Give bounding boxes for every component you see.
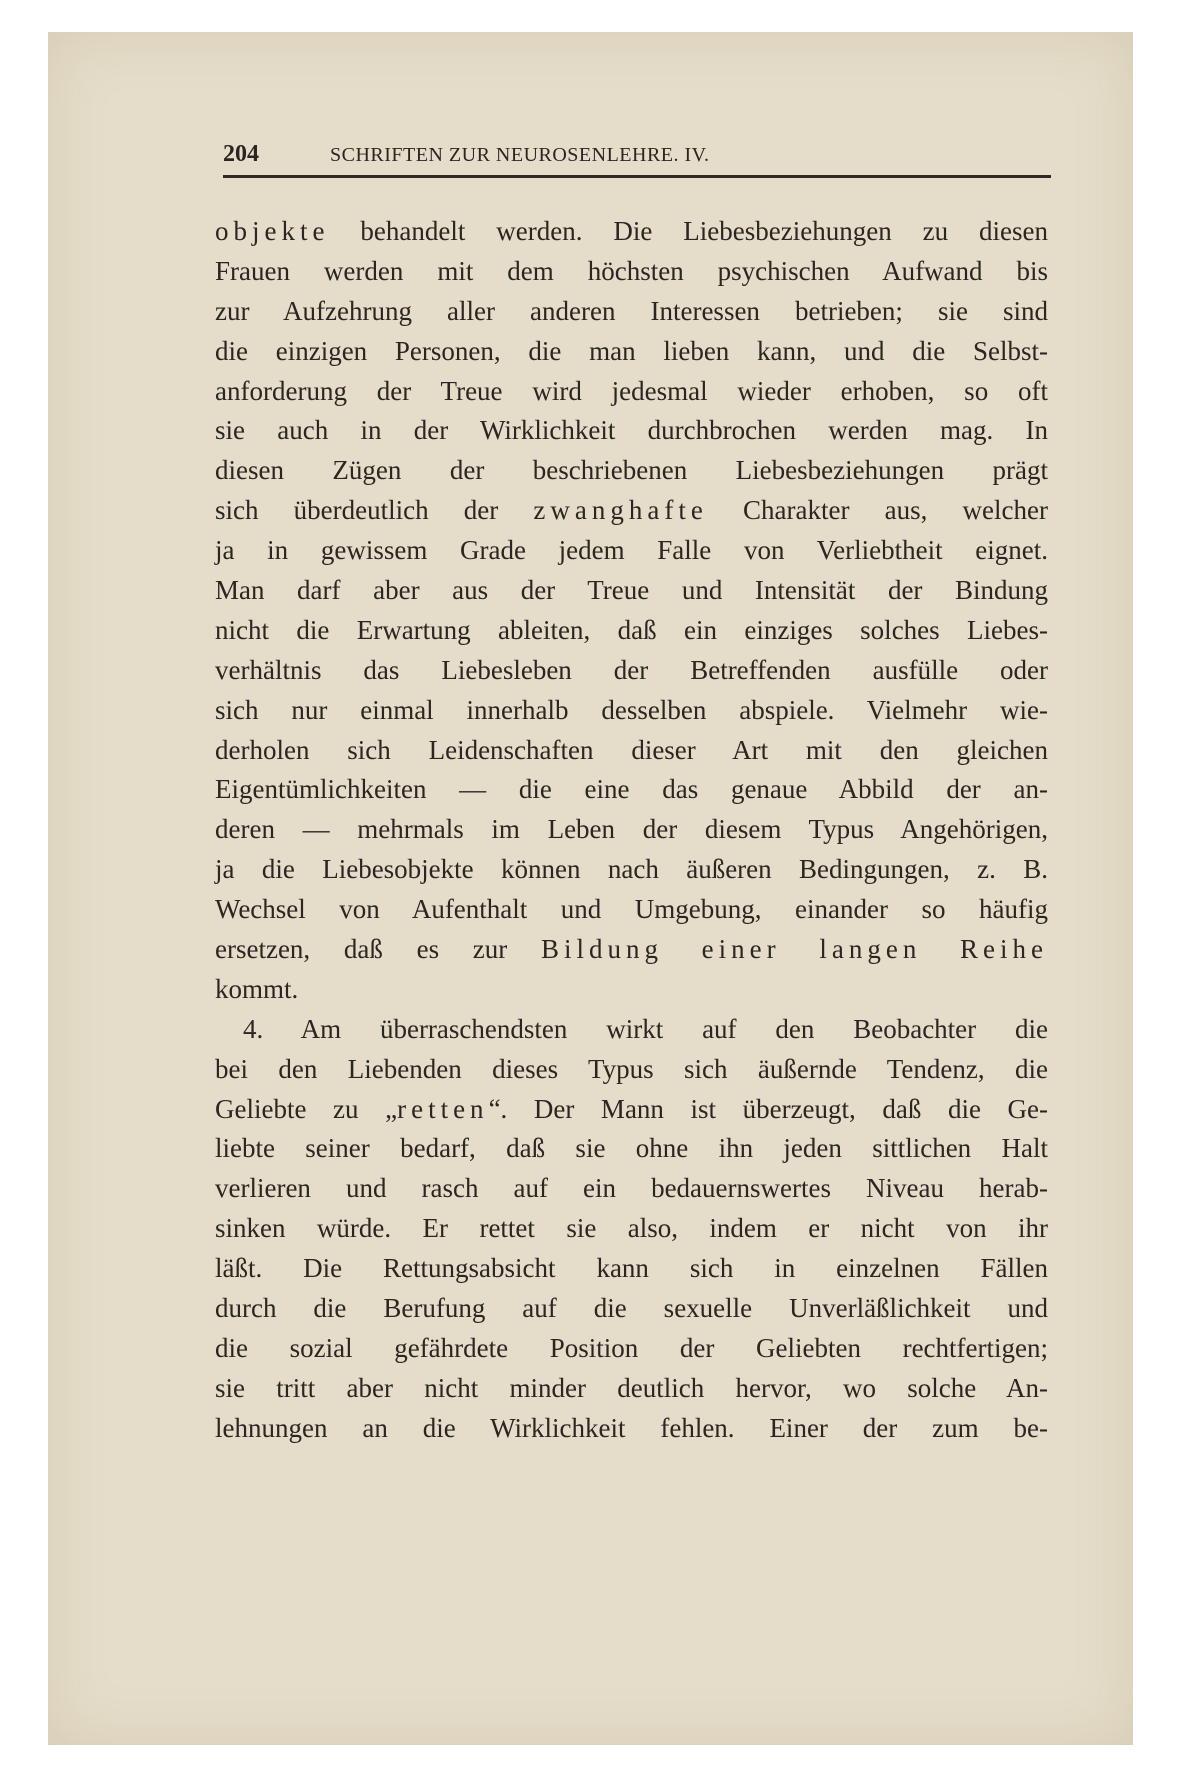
text-line xyxy=(215,571,1048,611)
text-segment: diesen Zügen der beschriebenen Liebesbeziehungen prägt xyxy=(215,455,1048,486)
text-segment: sie tritt aber nicht minder deutlich hervor, wo solche An- xyxy=(215,1372,1048,1403)
text-segment: sie auch in der Wirklichkeit durchbrochen werden mag. In xyxy=(215,415,1048,446)
text-line xyxy=(215,1010,1048,1050)
emphasized-text: zwanghafte xyxy=(533,495,708,526)
text-segment: anforderung der Treue wird jedesmal wieder erhoben, so oft xyxy=(215,375,1048,406)
text-segment: deren — mehrmals im Leben der diesem Typus Angehörigen, xyxy=(215,814,1048,845)
text-segment: sich nur einmal innerhalb desselben abspiele. Vielmehr wie- xyxy=(215,694,1048,725)
text-segment: nicht die Erwartung ableiten, daß ein einziges solches Liebes- xyxy=(215,614,1048,645)
text-segment: die einzigen Personen, die man lieben kann, und die Selbst- xyxy=(215,335,1048,366)
text-segment: Wechsel von Aufenthalt und Umgebung, einander so häufig xyxy=(215,894,1048,925)
text-line xyxy=(215,1329,1048,1369)
text-line xyxy=(215,372,1048,412)
text-segment: Geliebte zu „ xyxy=(215,1093,398,1124)
text-line xyxy=(215,1409,1048,1449)
text-segment: ja die Liebesobjekte können nach äußeren Bedingungen, z. B. xyxy=(215,854,1048,885)
text-line xyxy=(215,970,1048,1010)
text-segment: “. Der Mann ist überzeugt, daß die Ge- xyxy=(488,1093,1048,1124)
text-line xyxy=(215,691,1048,731)
page-number: 204 xyxy=(223,141,259,167)
emphasized-text: objekte xyxy=(215,216,330,246)
text-segment: Charakter aus, welcher xyxy=(707,495,1048,526)
text-line xyxy=(215,770,1048,810)
text-segment: zur Aufzehrung aller anderen Interessen betrieben; sie sind xyxy=(215,295,1048,326)
text-line xyxy=(215,1289,1048,1329)
text-segment: durch die Berufung auf die sexuelle Unverläßlichkeit und xyxy=(215,1293,1048,1324)
body-text xyxy=(215,212,1048,1449)
running-title: SCHRIFTEN ZUR NEUROSENLEHRE. IV. xyxy=(330,144,710,166)
text-line xyxy=(215,451,1048,491)
text-segment: verhältnis das Liebesleben der Betreffenden ausfülle oder xyxy=(215,654,1048,685)
text-line xyxy=(215,332,1048,372)
text-segment: Eigentümlichkeiten — die eine das genaue Abbild der an- xyxy=(215,774,1048,805)
text-segment: sich überdeutlich der xyxy=(215,495,534,526)
text-line xyxy=(215,1369,1048,1409)
text-segment: liebte seiner bedarf, daß sie ohne ihn jeden sittlichen Halt xyxy=(215,1133,1048,1164)
emphasized-text: retten xyxy=(397,1093,489,1124)
text-segment: Frauen werden mit dem höchsten psychischen Aufwand bis xyxy=(215,255,1048,286)
text-line xyxy=(215,531,1048,571)
text-line xyxy=(215,930,1048,970)
text-line xyxy=(215,810,1048,850)
text-line xyxy=(215,1129,1048,1169)
text-line xyxy=(215,411,1048,451)
text-line xyxy=(215,1090,1048,1130)
text-line xyxy=(215,651,1048,691)
text-segment: die sozial gefährdete Position der Geliebten rechtfertigen; xyxy=(215,1332,1048,1363)
text-segment: ersetzen, daß es zur xyxy=(215,934,541,965)
text-line xyxy=(215,252,1048,292)
text-segment: lehnungen an die Wirklichkeit fehlen. Einer der zum be- xyxy=(215,1412,1048,1443)
text-segment: derholen sich Leidenschaften dieser Art mit den gleichen xyxy=(215,734,1048,765)
text-line xyxy=(215,1169,1048,1209)
running-header xyxy=(223,141,1051,175)
text-line xyxy=(215,1050,1048,1090)
text-segment: bei den Liebenden dieses Typus sich äußernde Tendenz, die xyxy=(215,1053,1048,1084)
header-rule xyxy=(223,175,1051,178)
text-line xyxy=(215,731,1048,771)
text-segment: behandelt werden. Die Liebesbeziehungen zu diesen xyxy=(329,216,1048,246)
text-segment: läßt. Die Rettungsabsicht kann sich in einzelnen Fällen xyxy=(215,1253,1048,1284)
text-segment: ja in gewissem Grade jedem Falle von Verliebtheit eignet. xyxy=(215,535,1048,566)
text-line xyxy=(215,611,1048,651)
text-line xyxy=(215,890,1048,930)
text-line xyxy=(215,491,1048,531)
text-segment: sinken würde. Er rettet sie also, indem er nicht von ihr xyxy=(215,1213,1048,1244)
text-segment: kommt. xyxy=(215,973,299,1004)
text-segment: 4. Am überraschendsten wirkt auf den Beobachter die xyxy=(243,1013,1048,1044)
emphasized-text: Bildung einer langen Reihe xyxy=(540,934,1049,965)
text-line xyxy=(215,1249,1048,1289)
text-line xyxy=(215,292,1048,332)
text-line xyxy=(215,1209,1048,1249)
text-line xyxy=(215,850,1048,890)
text-line xyxy=(215,212,1048,252)
text-segment: Man darf aber aus der Treue und Intensität der Bindung xyxy=(215,575,1048,606)
text-segment: verlieren und rasch auf ein bedauernswertes Niveau herab- xyxy=(215,1173,1048,1204)
